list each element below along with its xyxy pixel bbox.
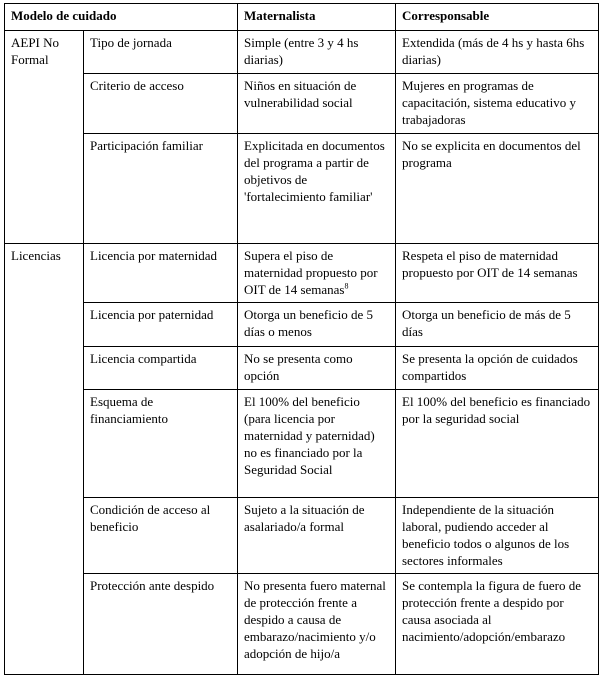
cell-corresponsable: No se explicita en documentos del programa (396, 134, 599, 244)
cell-maternalista: No presenta fuero maternal de protección frente a despido a causa de embarazo/nacimiento y/o adopción de hijo/a (238, 574, 396, 675)
cell-maternalista: Niños en situación de vulnerabilidad social (238, 74, 396, 134)
table-row (5, 574, 599, 675)
cell-corresponsable: El 100% del beneficio es financiado por la seguridad social (396, 390, 599, 498)
row-label: Licencia por maternidad (84, 244, 238, 303)
header-row (5, 4, 599, 31)
cell-maternalista: Otorga un beneficio de 5 días o menos (238, 303, 396, 347)
table-row (5, 303, 599, 347)
cell-maternalista (238, 244, 396, 303)
table-row (5, 498, 599, 574)
cell-corresponsable: Respeta el piso de maternidad propuesto por OIT de 14 semanas (396, 244, 599, 303)
row-label: Tipo de jornada (84, 31, 238, 74)
group-label-licencias: Licencias (5, 244, 84, 675)
row-label: Esquema de financiamiento (84, 390, 238, 498)
row-label: Criterio de acceso (84, 74, 238, 134)
cell-corresponsable: Mujeres en programas de capacitación, sistema educativo y trabajadoras (396, 74, 599, 134)
cell-corresponsable: Extendida (más de 4 hs y hasta 6hs diarias) (396, 31, 599, 74)
cell-maternalista: El 100% del beneficio (para licencia por maternidad y paternidad) no es financiado por la Seguridad Social (238, 390, 396, 498)
cell-corresponsable: Se contempla la figura de fuero de protección frente a despido por causa asociada al nacimiento/adopción/embarazo (396, 574, 599, 675)
cell-text: Supera el piso de maternidad propuesto por OIT de 14 semanas (244, 248, 378, 297)
cell-maternalista: No se presenta como opción (238, 347, 396, 390)
cell-maternalista: Simple (entre 3 y 4 hs diarias) (238, 31, 396, 74)
table-row (5, 347, 599, 390)
table-row (5, 134, 599, 244)
row-label: Licencia por paternidad (84, 303, 238, 347)
header-corresponsable: Corresponsable (396, 4, 599, 31)
header-care-model: Modelo de cuidado (5, 4, 238, 31)
row-label: Protección ante despido (84, 574, 238, 675)
header-maternalista: Maternalista (238, 4, 396, 31)
row-label: Licencia compartida (84, 347, 238, 390)
row-label: Participación familiar (84, 134, 238, 244)
care-model-table (4, 3, 599, 675)
table-row (5, 390, 599, 498)
cell-corresponsable: Independiente de la situación laboral, pudiendo acceder al beneficio todos o algunos de los sectores informales (396, 498, 599, 574)
cell-corresponsable: Se presenta la opción de cuidados compartidos (396, 347, 599, 390)
footnote-marker: 8 (344, 281, 349, 291)
row-label: Condición de acceso al beneficio (84, 498, 238, 574)
table-row (5, 74, 599, 134)
group-label-aepi: AEPI No Formal (5, 31, 84, 244)
table-row (5, 31, 599, 74)
cell-maternalista: Explicitada en documentos del programa a partir de objetivos de 'fortalecimiento familiar' (238, 134, 396, 244)
cell-maternalista: Sujeto a la situación de asalariado/a formal (238, 498, 396, 574)
cell-corresponsable: Otorga un beneficio de más de 5 días (396, 303, 599, 347)
table-row (5, 244, 599, 303)
